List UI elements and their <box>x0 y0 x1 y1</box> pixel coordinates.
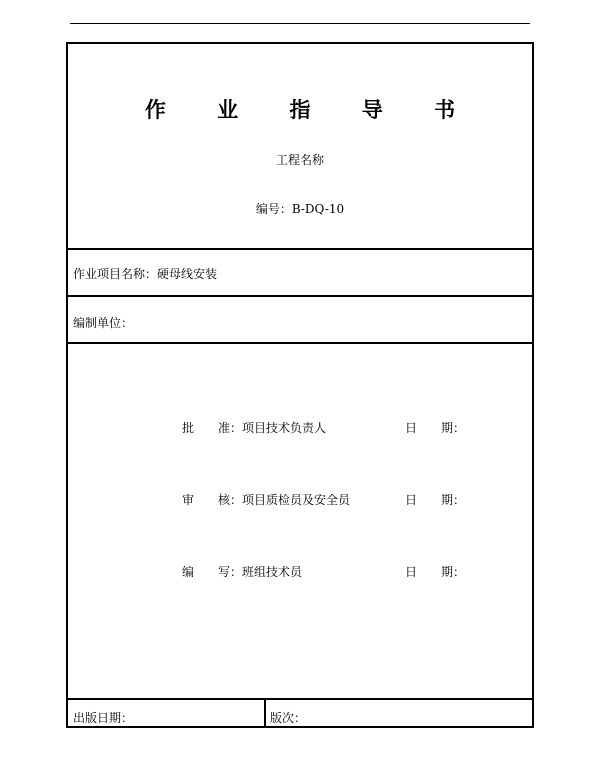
author-date: 日 期： <box>405 565 466 579</box>
approve-date: 日 期： <box>405 421 466 435</box>
header-rule <box>70 23 530 24</box>
review-role: 审 核：项目质检员及安全员 <box>182 493 351 507</box>
approve-role: 批 准：项目技术负责人 <box>182 421 327 435</box>
divider-header <box>68 248 532 250</box>
work-item-name: 作业项目名称：硬母线安装 <box>73 267 218 281</box>
divider-unit <box>68 342 532 344</box>
author-role: 编 写：班组技术员 <box>182 565 303 579</box>
document-title: 作 业 指 导 书 <box>144 98 478 122</box>
version: 版次： <box>270 711 307 725</box>
footer-separator <box>264 700 266 728</box>
divider-work-item <box>68 295 532 297</box>
review-date: 日 期： <box>405 493 466 507</box>
document-code: 编号：B-DQ-10 <box>255 202 345 216</box>
divider-footer <box>68 698 532 700</box>
compiling-unit: 编制单位： <box>73 316 134 330</box>
publish-date: 出版日期： <box>73 711 134 725</box>
project-name-label: 工程名称 <box>275 153 324 167</box>
instruction-form <box>66 42 534 728</box>
